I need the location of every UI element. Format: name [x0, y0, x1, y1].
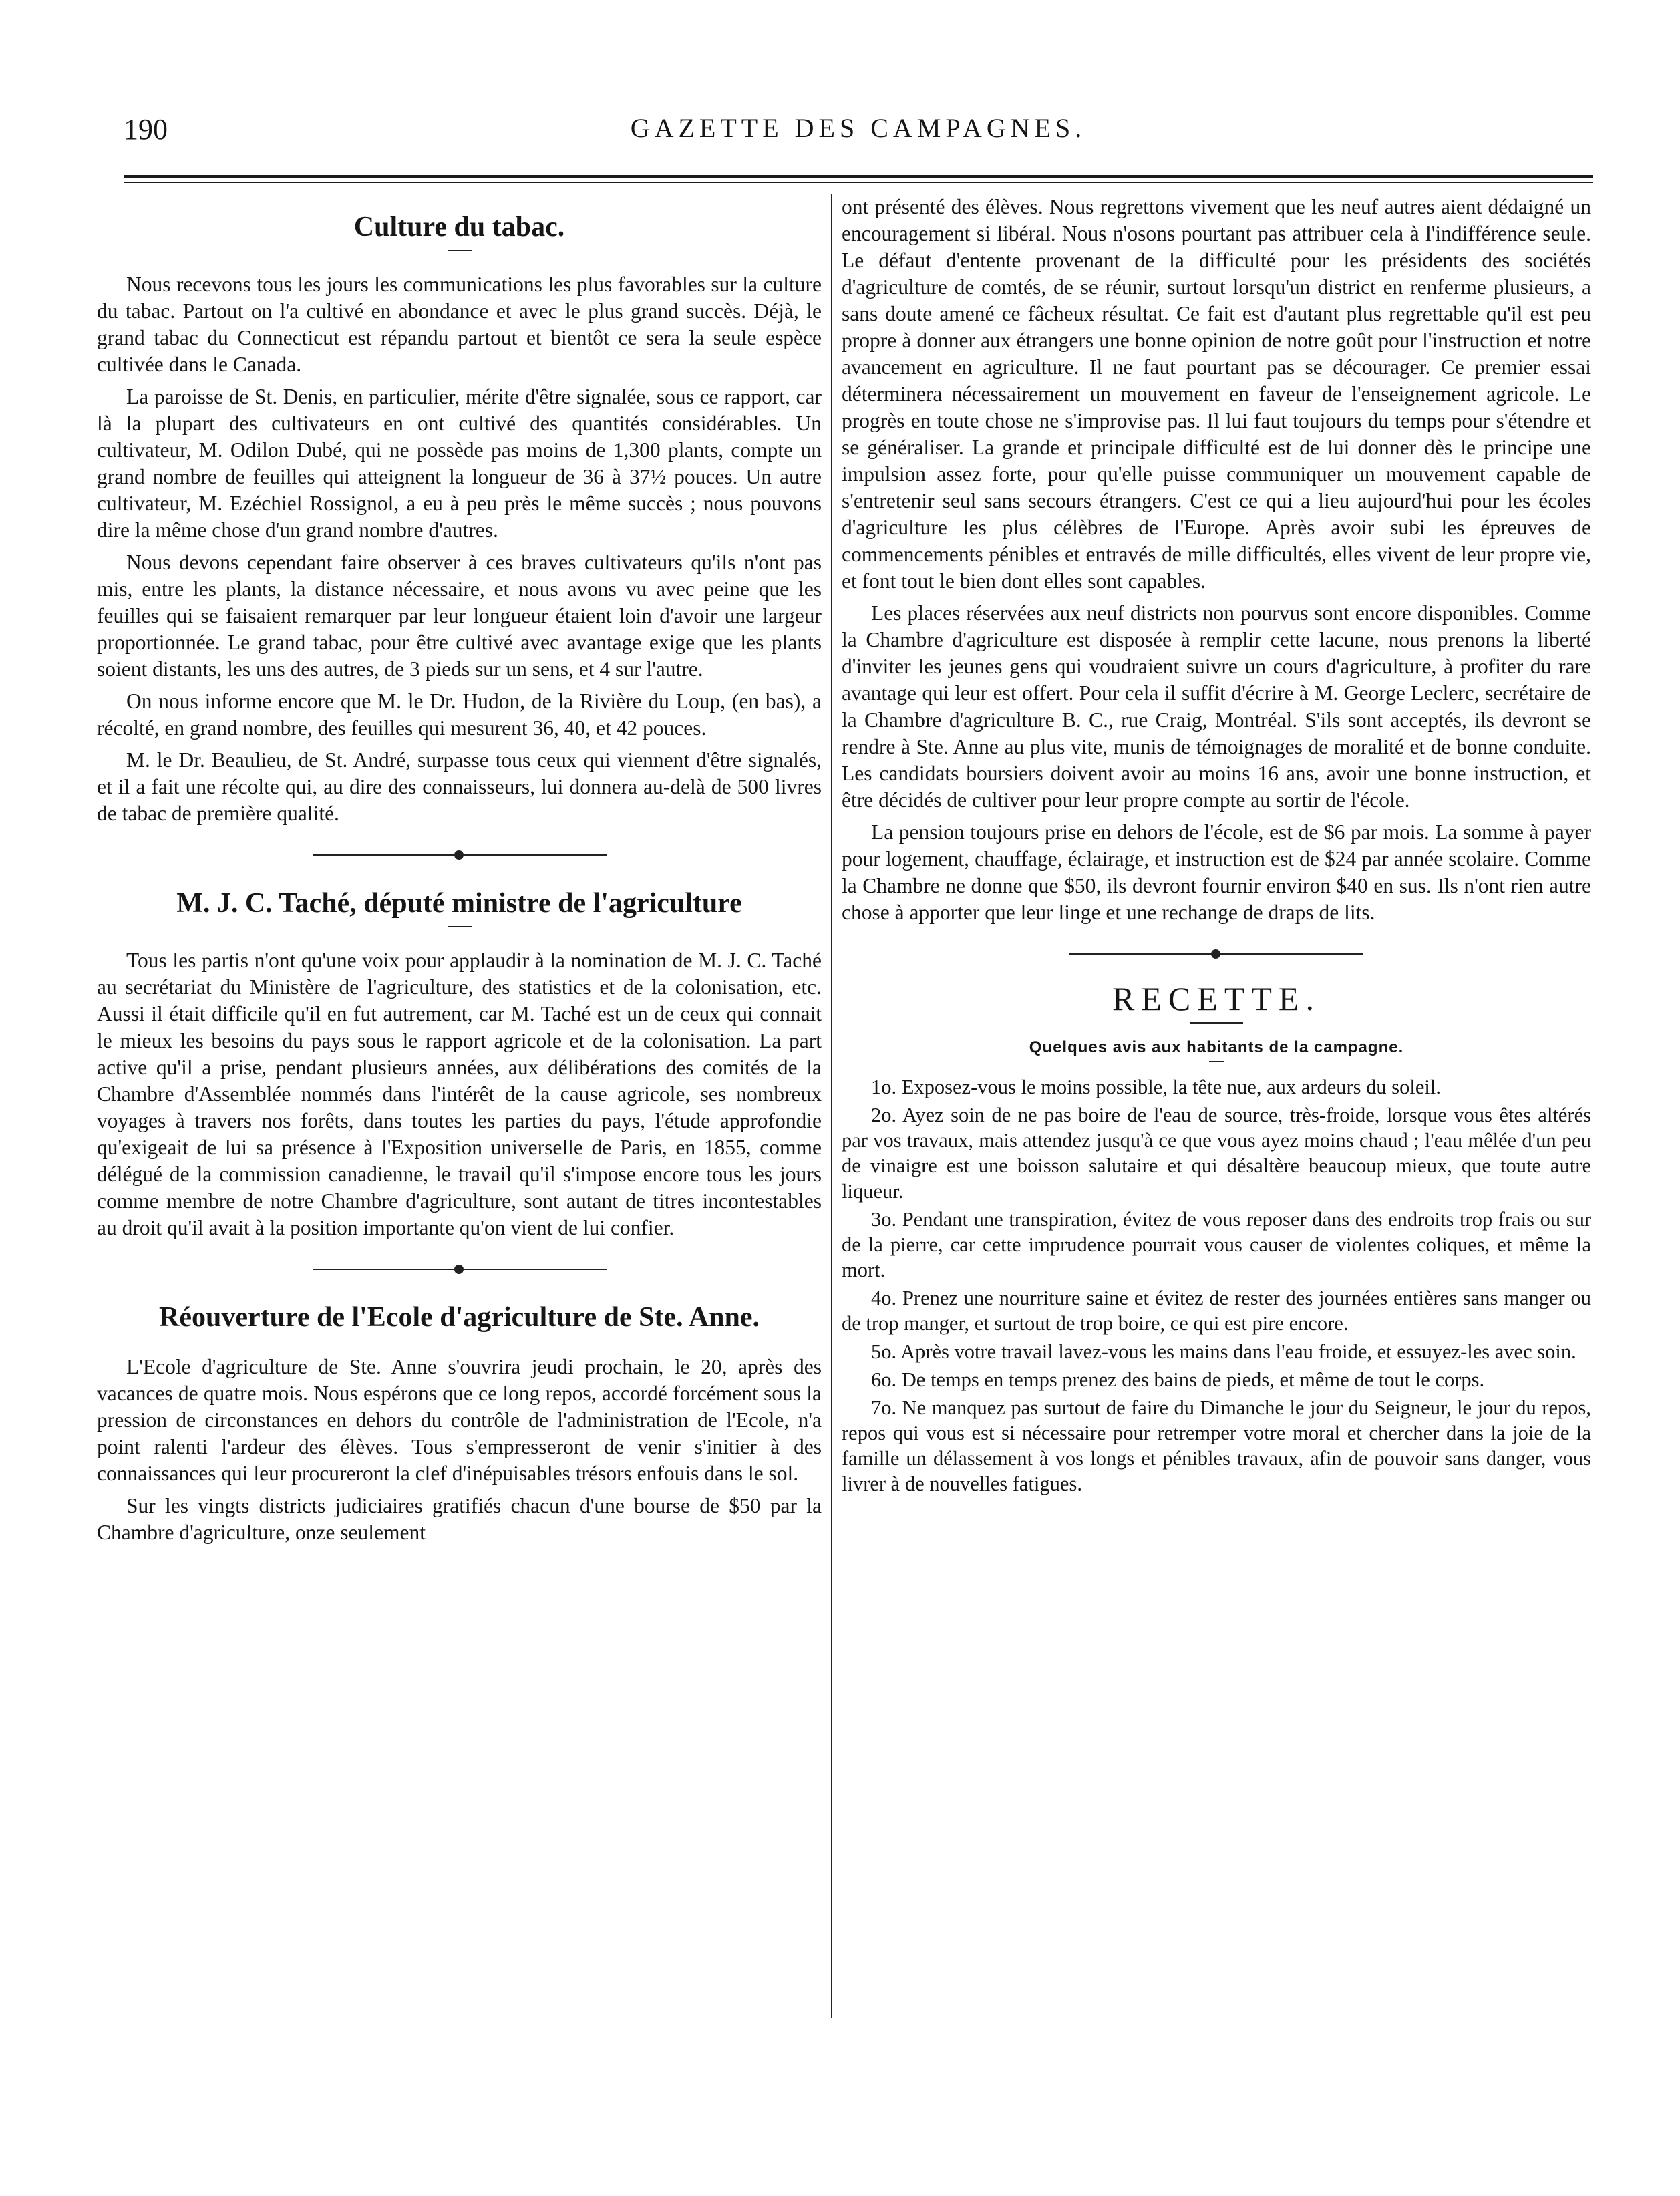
article-paragraph: On nous informe encore que M. le Dr. Hudon, de la Rivière du Loup, (en bas), a récolté, en grand nombre, des feuilles qui mesurent 36, 40, et 42 pouces.	[97, 689, 822, 740]
section-ornament	[313, 1261, 607, 1277]
title-dash	[1190, 1022, 1243, 1024]
running-title: GAZETTE DES CAMPAGNES.	[630, 113, 1087, 143]
recette-item: 1o. Exposez-vous le moins possible, la tête nue, aux ardeurs du soleil.	[871, 1076, 1441, 1098]
recette-item: 2o. Ayez soin de ne pas boire de l'eau de source, très-froide, lorsque vous êtes altérés par vos travaux, mais attendez jusqu'à ce que vous ayez moins chaud ; l'eau mêlée d'un peu de vinaigre est une boisson salutaire et qui désaltère beaucoup mieux, que toute autre liqueur.	[842, 1104, 1591, 1203]
article-paragraph: M. le Dr. Beaulieu, de St. André, surpasse tous ceux qui viennent d'être signalés, et il a fait une récolte qui, au dire des connaisseurs, lui donnera au-delà de 500 livres de tabac de première qualité.	[97, 748, 822, 825]
recette-subtitle: Quelques avis aux habitants de la campagne.	[1029, 1038, 1404, 1056]
article-title-tache: M. J. C. Taché, député ministre de l'agriculture	[176, 888, 742, 919]
column-divider	[831, 194, 832, 2018]
article-paragraph: La paroisse de St. Denis, en particulier, mérite d'être signalée, sous ce rapport, car là la plupart des cultivateurs en ont cultivé des quantités considérables. Un cultivateur, M. Odilon Dubé, qui ne possède pas moins de 1,300 plants, compte un grand nombre de feuilles qui atteignent la longueur de 36 à 37½ pouces. Un autre cultivateur, M. Ezéchiel Rossignol, a eu à peu près le même succès ; nous pouvons dire la même chose d'un grand nombre d'autres.	[97, 385, 822, 542]
section-ornament	[1069, 946, 1363, 962]
page-header	[124, 112, 1593, 152]
subtitle-dash	[1209, 1061, 1224, 1062]
article-paragraph: Sur les vingts districts judiciaires gratifiés chacun d'une bourse de $50 par la Chambre d'agriculture, onze seulement	[97, 1494, 822, 1544]
spacer	[97, 1340, 822, 1354]
recette-item: 6o. De temps en temps prenez des bains de pieds, et même de tout le corps.	[871, 1368, 1485, 1391]
article-paragraph: La pension toujours prise en dehors de l'école, est de $6 par mois. La somme à payer pour logement, chauffage, éclairage, et instruction est de $24 par année scolaire. Comme la Chambre ne donne que $50, ils devront fournir environ $40 en sus. Ils n'ont rien autre chose à apporter que leur linge et une rechange de draps de lits.	[842, 820, 1591, 924]
article-paragraph: ont présenté des élèves. Nous regrettons vivement que les neuf autres aient dédaigné un encouragement si libéral. Nous n'osons pourtant pas attribuer cela à l'indifférence seule. Le défaut d'entente provenant de la difficulté pour les présidents des sociétés d'agriculture de comtés, de se réunir, surtout lorsqu'un district en renferme plusieurs, a sans doute amené ce fâcheux résultat. Ce fait est d'autant plus regrettable qu'il est peu propre à donner aux étrangers une bonne opinion de notre goût pour l'instruction et notre avancement en agriculture. Il ne faut pourtant pas se décourager. Ce premier essai déterminera nécessairement un mouvement en faveur de l'enseignement agricole. Le progrès en toute chose ne s'improvise pas. Il lui faut toujours du temps pour s'étendre et se généraliser. La grande et principale difficulté est de lui donner dès le principe une impulsion assez forte, pour qu'elle puisse communiquer un mouvement capable de s'entretenir seul sans secours étrangers. C'est ce qui a lieu aujourd'hui pour les écoles d'agriculture les plus célèbres de l'Europe. Après avoir subi les épreuves de commencements pénibles et entravés de mille difficultés, elles vivent de leur propre vie, et font tout le bien dont elles sont capables.	[842, 195, 1591, 593]
recette-item: 4o. Prenez une nourriture saine et évitez de rester des journées entières sans manger ou de trop manger, et surtout de trop boire, ce qui est pire encore.	[842, 1287, 1591, 1335]
section-ornament	[313, 847, 607, 863]
article-paragraph: L'Ecole d'agriculture de Ste. Anne s'ouvrira jeudi prochain, le 20, après des vacances de quatre mois. Nous espérons que ce long repos, accordé forcément sous la pression de circonstances en dehors du contrôle de l'administration de l'Ecole, n'a point ralenti l'ardeur des élèves. Tous s'empresseront de venir s'initier à des connaissances qui leur procureront la clef d'inépuisables trésors enfouis dans le sol.	[97, 1355, 822, 1485]
recette-item: 3o. Pendant une transpiration, évitez de vous reposer dans des endroits trop frais ou sur de la pierre, car cette imprudence pourrait vous causer de violentes coliques, et même la mort.	[842, 1208, 1591, 1281]
left-column	[97, 194, 822, 2024]
recette-item: 7o. Ne manquez pas surtout de faire du Dimanche le jour du Seigneur, le jour du repos, repos qui vous est si nécessaire pour retremper votre moral et chercher dans la joie de la famille un délassement à vos longs et pénibles travaux, afin de pouvoir sans danger, vous livrer à de nouvelles fatigues.	[842, 1396, 1591, 1495]
recette-title: RECETTE.	[1112, 980, 1321, 1017]
article-title-culture-du-tabac: Culture du tabac.	[353, 212, 565, 243]
article-paragraph: Nous devons cependant faire observer à ces braves cultivateurs qu'ils n'ont pas mis, entre les plants, la distance nécessaire, et nous avons vu avec peine que les feuilles qui se faisaient remarquer par leur longueur étaient loin d'avoir une largeur proportionnée. Le grand tabac, pour être cultivé avec avantage exige que les plants soient distants, les uns des autres, de 3 pieds sur un sens, et 4 sur l'autre.	[97, 551, 822, 681]
article-paragraph: Les places réservées aux neuf districts non pourvus sont encore disponibles. Comme la Chambre d'agriculture est disposée à remplir cette lacune, nous prenons la liberté d'inviter les jeunes gens qui voudraient suivre un cours d'agriculture, à profiter du rare avantage qui leur est offert. Pour cela il suffit d'écrire à M. George Leclerc, secrétaire de la Chambre d'agriculture B. C., rue Craig, Montréal. S'ils sont acceptés, ils devront se rendre à Ste. Anne au plus vite, munis de témoignages de moralité et de bonne conduite. Les candidats boursiers doivent avoir au moins 16 ans, avoir une bonne instruction, et être décidés de cultiver pour leur propre compte au sortir de l'école.	[842, 601, 1591, 812]
right-column	[842, 194, 1591, 2024]
article-paragraph: Tous les partis n'ont qu'une voix pour applaudir à la nomination de M. J. C. Taché au secrétariat du Ministère de l'agriculture, des statistics et de la colonisation, etc. Aussi il était difficile qu'il en fut autrement, car M. Taché est un de ceux qui connait le mieux les besoins du pays sous le rapport agricole et de la colonisation. La part active qu'il a prise, pendant plusieurs années, aux délibérations des comités de la Chambre d'Assemblée nommés dans l'intérêt de la cause agricole, ses nombreux voyages à travers nos forêts, dans toutes les parties du pays, l'étude approfondie qu'exigeait de lui sa présence à l'Exposition universelle de Paris, en 1855, comme délégué de la commission canadienne, le travail qu'il s'impose encore tous les jours comme membre de notre Chambre d'agriculture, sont autant de titres incontestables au droit qu'il avait à la position importante qu'on vient de lui confier.	[97, 949, 822, 1239]
page-number: 190	[124, 113, 168, 146]
article-title-reouverture: Réouverture de l'Ecole d'agriculture de Ste. Anne.	[158, 1302, 760, 1333]
title-dash	[448, 250, 472, 251]
header-rule	[124, 175, 1593, 183]
title-dash	[448, 926, 472, 927]
article-paragraph: Nous recevons tous les jours les communications les plus favorables sur la culture du tabac. Partout on l'a cultivé en abondance et avec le plus grand succès. Déjà, le grand tabac du Connecticut est répandu partout et bientôt ce sera la seule espèce cultivée dans le Canada.	[97, 273, 822, 376]
recette-item: 5o. Après votre travail lavez-vous les mains dans l'eau froide, et essuyez-les avec soin.	[871, 1340, 1576, 1363]
